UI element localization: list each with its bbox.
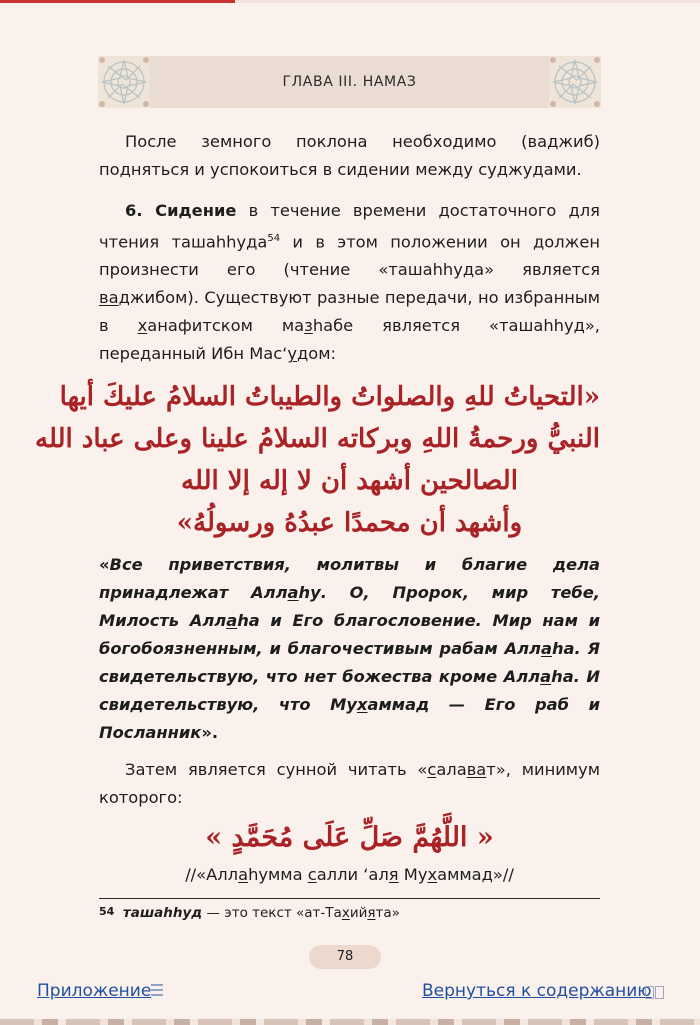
open-book-icon[interactable] bbox=[645, 986, 664, 999]
chapter-title: ГЛАВА III. НАМАЗ bbox=[282, 74, 417, 90]
footnote-number: 54 bbox=[99, 905, 115, 918]
page-number: 78 bbox=[309, 945, 381, 969]
footnote-term: ташаhhуд bbox=[122, 905, 203, 921]
arabic-line: «التحياتُ للهِ والصلواتُ والطيباتُ السلامُ عليكَ أيها bbox=[59, 382, 600, 412]
arabic-line: الصالحين أشهد أن لا إله إلا الله bbox=[181, 466, 518, 496]
section-heading: 6. Сидение bbox=[125, 201, 237, 220]
paragraph-text: После земного поклона необходимо (ваджиб) подняться и успокоиться в сидении между суджудами. bbox=[99, 132, 600, 179]
arabic-line: النبيُّ ورحمةُ اللهِ وبركاته السلامُ علينا وعلى عباد الله bbox=[35, 424, 600, 454]
list-menu-icon[interactable] bbox=[151, 984, 163, 998]
paragraph-text: Затем является сунной читать «салават», минимум которого: bbox=[99, 760, 600, 807]
tashahhud-translation: «Все приветствия, молитвы и благие дела принадлежат Аллаhу. О, Пророк, мир тебе, Милость Аллаhа и Его благословение. Мир нам и богобоязненным, и благочестивым рабам Аллаhа. Я свидетельствую, что нет божества кроме Аллаhа. И свидетельствую, что Мухаммад — Его раб и Посланник». bbox=[99, 555, 600, 742]
chapter-header bbox=[98, 56, 601, 108]
back-to-contents-link[interactable]: Вернуться к содержанию bbox=[422, 981, 652, 1001]
paragraph-text: 6. Сидение в течение времени достаточного для чтения ташаhhуда$^{54}$ и в этом положении он должен произнести его (чтение «ташаhhуда» является ваджибом). Существуют разные передачи, но избранным в ханафитском мазhабе является «ташаhhуд», переданный Ибн Мас‘удом: bbox=[99, 201, 600, 364]
footnote-ref: 54 bbox=[267, 233, 281, 244]
paragraph-salawat bbox=[99, 756, 600, 812]
top-edge-strip bbox=[0, 0, 700, 3]
salawat-transliteration: //«Аллаhумма салли ‘аля Мухаммад»// bbox=[185, 865, 514, 884]
footnote-54: $^{54}$ ташаhhуд — это текст «ат-Тахийята» bbox=[99, 905, 400, 921]
ornament-rosette-icon bbox=[549, 56, 601, 108]
bottom-edge-strip bbox=[0, 1019, 700, 1025]
arabic-line: وأشهد أن محمدًا عبدُهُ ورسولُهُ» bbox=[176, 508, 523, 538]
paragraph-after-prostration bbox=[99, 128, 600, 184]
appendix-link[interactable]: Приложение bbox=[37, 981, 152, 1001]
ornament-rosette-icon bbox=[98, 56, 150, 108]
arabic-salawat: « اللَّهُمَّ صَلِّ عَلَى مُحَمَّدٍ » bbox=[205, 822, 494, 853]
footnote-divider bbox=[99, 898, 600, 899]
arabic-tashahhud bbox=[35, 376, 600, 544]
paragraph-sitting bbox=[99, 197, 600, 368]
